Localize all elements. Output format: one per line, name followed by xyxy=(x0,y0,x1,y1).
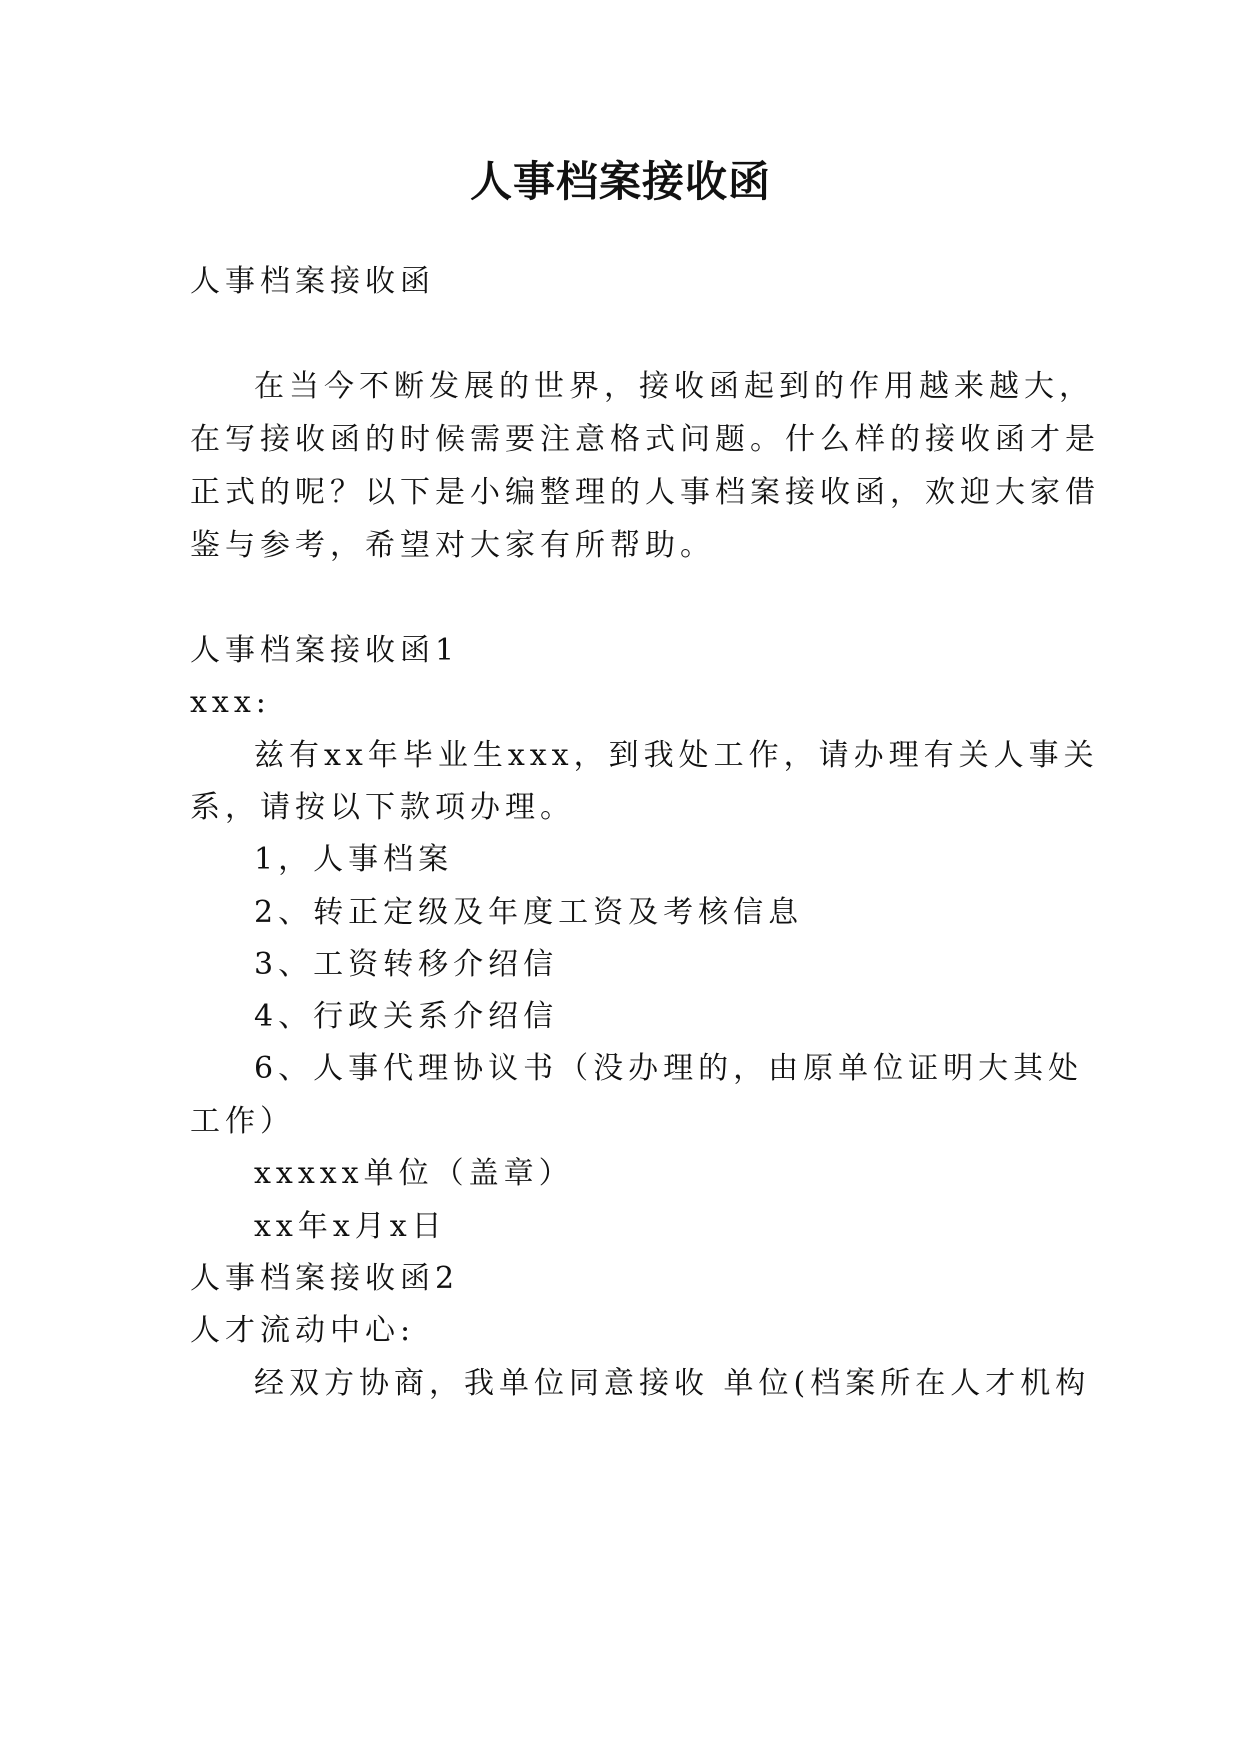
intro-line-1: 在当今不断发展的世界，接收函起到的作用越来越大， xyxy=(254,369,1094,404)
letter1-item-2: 2、转正定级及年度工资及考核信息 xyxy=(254,895,804,930)
letter1-salutation: xxx: xyxy=(190,685,271,720)
letter1-item-1: 1，人事档案 xyxy=(254,842,454,877)
letter1-item-6: 6、人事代理协议书（没办理的，由原单位证明大其处 xyxy=(254,1051,1084,1086)
letter2-heading: 人事档案接收函2 xyxy=(190,1261,460,1296)
intro-line-3: 正式的呢？以下是小编整理的人事档案接收函，欢迎大家借 xyxy=(190,475,1100,510)
intro-line-2: 在写接收函的时候需要注意格式问题。什么样的接收函才是 xyxy=(190,422,1100,457)
intro-line-4: 鉴与参考，希望对大家有所帮助。 xyxy=(190,528,715,563)
letter2-salutation: 人才流动中心: xyxy=(190,1313,416,1348)
letter1-item-6-continued: 工作） xyxy=(190,1104,295,1139)
letter1-signature: xxxxx单位（盖章） xyxy=(254,1156,574,1191)
letter1-item-3: 3、工资转移介绍信 xyxy=(254,947,559,982)
letter1-body-line-1: 兹有xx年毕业生xxx，到我处工作，请办理有关人事关 xyxy=(254,738,1099,773)
document-title: 人事档案接收函 xyxy=(469,157,771,206)
letter2-body-line-1: 经双方协商，我单位同意接收 单位(档案所在人才机构 xyxy=(254,1366,1091,1401)
subtitle: 人事档案接收函 xyxy=(190,264,435,299)
letter1-date: xx年x月x日 xyxy=(254,1209,447,1244)
letter1-item-4: 4、行政关系介绍信 xyxy=(254,999,559,1034)
letter1-heading: 人事档案接收函1 xyxy=(190,633,460,668)
letter1-body-line-2: 系，请按以下款项办理。 xyxy=(190,790,575,825)
